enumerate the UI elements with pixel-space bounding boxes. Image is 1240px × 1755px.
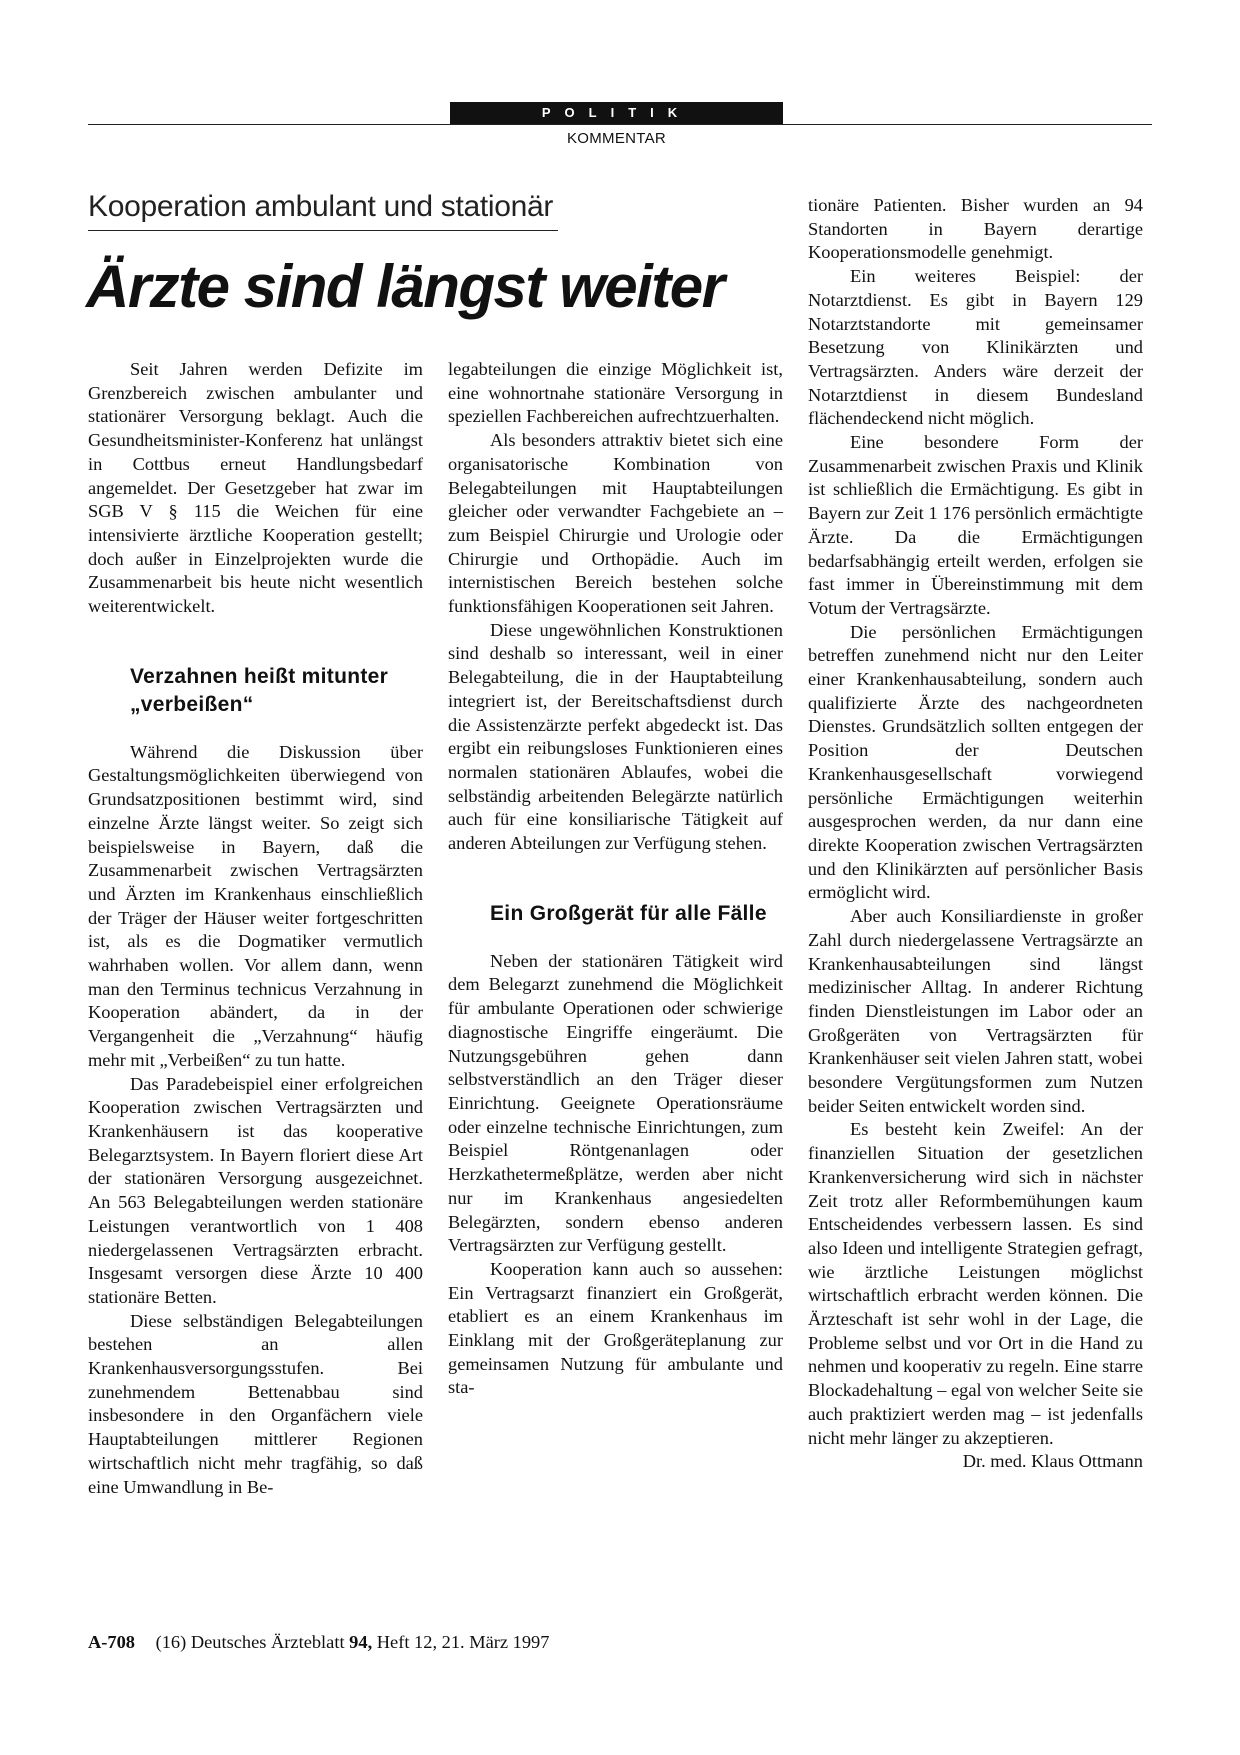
paragraph: legabteilungen die einzige Möglichkeit ist, eine wohnortnahe stationäre Versorgung in speziellen Fachbereichen aufrechtzuerhalten. bbox=[448, 359, 783, 427]
paragraph: Neben der stationären Tätigkeit wird dem Belegarzt zunehmend die Möglichkeit für ambulante Operationen oder schwierige diagnostische Eingriffe eingeräumt. Die Nutzungsgebühren gehen dann selbstverständlich an den Träger dieser Einrichtung. Geeignete Operationsräume oder einzelne technische Einrichtungen, zum Beispiel Röntgenanlagen oder Herzkathetermeßplätze, werden aber nicht nur im Krankenhaus angesiedelten Belegärzten, sondern ebenso anderen Vertragsärzten zur Verfügung gestellt. bbox=[448, 950, 783, 1256]
subheading: Ein Großgerät für alle Fälle bbox=[490, 901, 767, 925]
article-title: Ärzte sind längst weiter bbox=[86, 253, 724, 320]
paragraph: Eine besondere Form der Zusammenarbeit zwischen Praxis und Klinik ist schließlich die Ermächtigung. Es gibt in Bayern zur Zeit 1 176 persönlich ermächtigte Ärzte. Da die Ermächtigungen bedarfsabhängig erteilt werden, erfolgen sie fast immer in Übereinstimmung mit dem Votum der Vertragsärzte. bbox=[808, 432, 1143, 618]
page-footer bbox=[88, 1632, 549, 1653]
paragraph: Die persönlichen Ermächtigungen betreffen zunehmend nicht nur den Leiter einer Krankenhausabteilung, sondern auch qualifizierte Ärzte des nachgeordneten Dienstes. Grundsätzlich sollten entgegen der Position der Deutschen Krankenhausgesellschaft vorwiegend persönliche Ermächtigungen weiterhin ausgesprochen werden, da nur dann eine direkte Kooperation zwischen Vertragsärzten und den Klinikärzten auf persönlicher Basis ermöglicht wird. bbox=[808, 621, 1143, 903]
header-rule bbox=[88, 124, 1152, 125]
text-column-2 bbox=[448, 358, 783, 1400]
author-name: Dr. med. Klaus Ottmann bbox=[962, 1451, 1143, 1472]
volume-number: 94, bbox=[349, 1632, 373, 1652]
paragraph: Diese selbständigen Belegabteilungen bestehen an allen Krankenhausversorgungsstufen. Bei zunehmendem Bettenabbau sind insbesondere in den Organfächern viele Hauptabteilungen mittlerer Regionen wirtschaftlich nicht mehr tragfähig, so daß eine Umwandlung in Be- bbox=[88, 1310, 423, 1497]
paragraph: Ein weiteres Beispiel: der Notarztdienst. Es gibt in Bayern 129 Notarztstandorte mit gemeinsamer Besetzung von Klinikärzten und Vertragsärzten. Anders wäre derzeit der Notarztdienst in diesem Bundesland flächendeckend nicht möglich. bbox=[808, 266, 1143, 429]
subsection-label: KOMMENTAR bbox=[566, 130, 667, 147]
text-column-3 bbox=[808, 194, 1143, 1474]
paragraph: Das Paradebeispiel einer erfolgreichen Kooperation zwischen Vertragsärzten und Krankenhäusern ist das kooperative Belegarztsystem. In Bayern floriert diese Art der stationären Versorgung ausgezeichnet. An 563 Belegabteilungen werden stationäre Leistungen verantwortlich von 1 408 niedergelassenen Vertragsärzten erbracht. Insgesamt versorgen diese Ärzte 10 400 stationäre Betten. bbox=[88, 1073, 423, 1307]
paragraph: Aber auch Konsiliardienste in großer Zahl durch niedergelassene Vertragsärzte an Krankenhausabteilungen sind längst medizinischer Alltag. In anderer Richtung finden Dienstleistungen im Labor oder an Großgeräten von Vertragsärzten für Krankenhäuser seit vielen Jahren statt, wobei besondere Vergütungsformen zum Nutzen beider Seiten entwickelt worden sind. bbox=[808, 906, 1143, 1116]
paragraph: Seit Jahren werden Defizite im Grenzbereich zwischen ambulanter und stationärer Versorgung beklagt. Auch die Gesundheitsminister-Konferenz hat unlängst in Cottbus erneut Handlungsbedarf angemeldet. Der Gesetzgeber hat zwar im SGB V § 115 die Weichen für eine intensivierte ärztliche Kooperation gestellt; doch außer in Einzelprojekten wurde die Zusammenarbeit bis heute nicht wesentlich weiterentwickelt. bbox=[88, 359, 423, 617]
subheading: Verzahnen heißt mitunter „verbeißen“ bbox=[130, 664, 389, 716]
paragraph: Kooperation kann auch so aussehen: Ein Vertragsarzt finanziert ein Großgerät, etabliert es an einem Krankenhaus im Einklang mit der Großgeräteplanung zur gemeinsamen Nutzung für ambulante und sta- bbox=[448, 1258, 783, 1398]
paragraph: Diese ungewöhnlichen Konstruktionen sind deshalb so interessant, weil in einer Belegabteilung, die in der Hauptabteilung integriert ist, der Bereitschaftsdienst durch die Assistenzärzte perfekt abgedeckt ist. Das ergibt ein reibungsloses Funktionieren eines normalen stationären Ablaufes, wobei die selbständig arbeitenden Belegärzte natürlich auch für eine konsiliarische Tätigkeit auf anderen Abteilungen zur Verfügung stehen. bbox=[448, 619, 783, 854]
article-kicker: Kooperation ambulant und stationär bbox=[88, 190, 558, 231]
author-line bbox=[808, 1450, 1143, 1474]
section-label: POLITIK bbox=[450, 102, 783, 124]
page-number: A-708 bbox=[88, 1632, 135, 1652]
paragraph: Während die Diskussion über Gestaltungsmöglichkeiten überwiegend von Grundsatzpositionen bestimmt wird, sind einzelne Ärzte längst weiter. So zeigt sich beispielsweise in Bayern, daß die Zusammenarbeit zwischen Vertragsärzten und Ärzten im Krankenhaus einschließlich der Träger der Häuser weiter fortgeschritten ist, als es die Dogmatiker vermutlich wahrhaben wollen. Vor allem dann, wenn man den Terminus technicus Verzahnung in Kooperation abändert, da in der Vergangenheit die „Verzahnung“ häufig mehr mit „Verbeißen“ zu tun hatte. bbox=[88, 741, 423, 1070]
text-column-1 bbox=[88, 358, 423, 1499]
issue-date: Heft 12, 21. März 1997 bbox=[376, 1632, 550, 1652]
paragraph: tionäre Patienten. Bisher wurden an 94 Standorten in Bayern derartige Kooperationsmodelle genehmigt. bbox=[808, 195, 1143, 263]
paragraph: Als besonders attraktiv bietet sich eine organisatorische Kombination von Belegabteilungen mit Hauptabteilungen gleicher oder verwandter Fachgebiete an – zum Beispiel Chirurgie und Urologie oder Chirurgie und Orthopädie. Auch im internistischen Bereich bestehen solche funktionsfähigen Kooperationen seit Jahren. bbox=[448, 430, 783, 617]
publication-name: (16) Deutsches Ärzteblatt bbox=[155, 1632, 345, 1652]
paragraph: Es besteht kein Zweifel: An der finanziellen Situation der gesetzlichen Krankenversicherung wird sich in nächster Zeit trotz aller Reformbemühungen kaum Entscheidendes verbessern lassen. Es sind also Ideen und intelligente Strategien gefragt, wie ärztliche Leistungen möglichst wirtschaftlich erbracht werden können. Die Ärzteschaft ist sehr wohl in der Lage, die Probleme selbst und vor Ort in die Hand zu nehmen und kooperativ zu regeln. Eine starre Blockadehaltung – egal von welcher Seite sie auch praktiziert werden mag – ist jedenfalls nicht mehr länger zu akzeptieren. bbox=[808, 1119, 1144, 1448]
